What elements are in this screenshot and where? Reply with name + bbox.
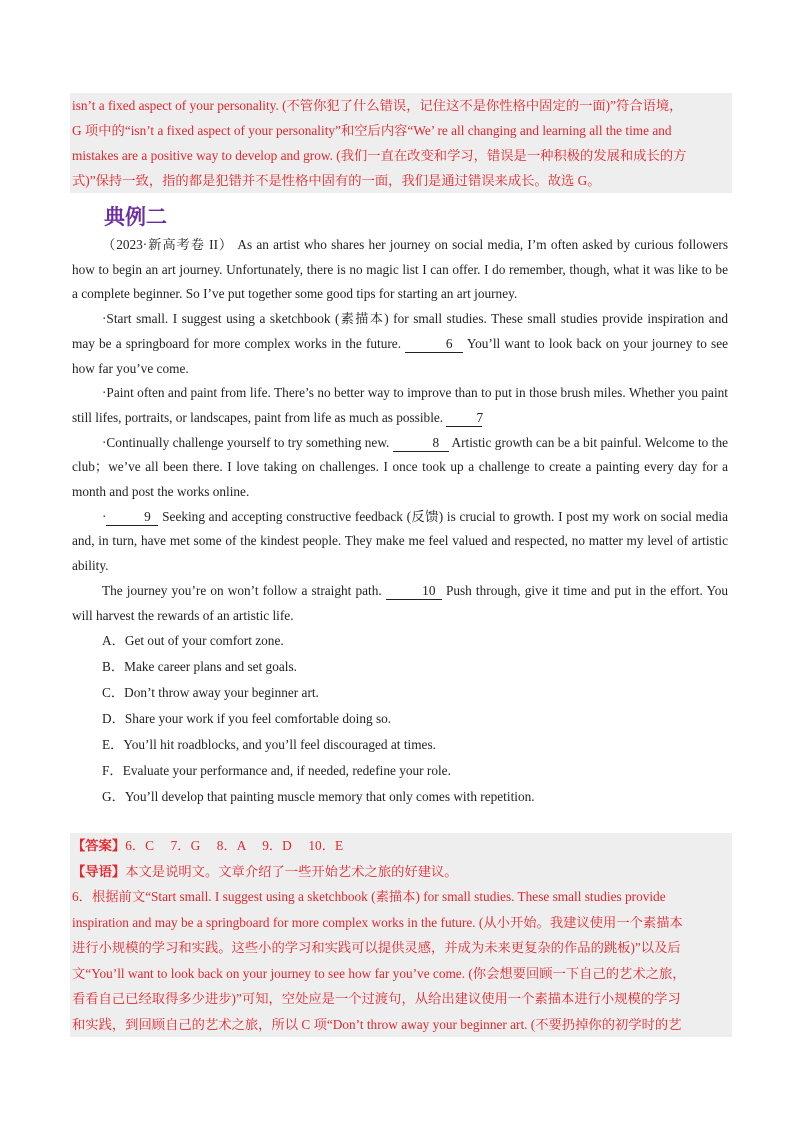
answer-label: 【答案】 (72, 838, 126, 853)
q6-line: inspiration and may be a springboard for more complex works in the future. (从小开始。我建议使用一个素描本 (72, 914, 683, 930)
explanation-line: isn’t a fixed aspect of your personality. (不管你犯了什么错误，记住这不是你性格中固定的一面)”符合语境， (72, 98, 683, 113)
option-f: F．Evaluate your performance and, if needed, redefine your role. (102, 763, 451, 779)
option-c: C．Don’t throw away your beginner art. (102, 685, 319, 701)
guide-label: 【导语】 (72, 863, 126, 879)
passage-intro: （2023·新高考卷 II） As an artist who shares her journey on social media, I’m often asked by curious followers how to begin an art journey. Unfortunately, there is no magic list I can offer. I do remember, though, what it was like to be a complete beginner. So I’ve put together some good tips for starting an art journey. (72, 237, 728, 302)
option-a: A．Get out of your comfort zone. (102, 633, 284, 649)
reading-passage (72, 233, 728, 810)
passage-paragraph: ·Continually challenge yourself to try something new. 8 Artistic growth can be a bit painful. Welcome to the club；we’ve all been there. I love taking on challenges. I once took up a challenge to create a painting every day for a month and post the works online. (72, 434, 728, 500)
blank-7[interactable]: 7 (446, 410, 482, 427)
q6-line: 和实践，到回顾自己的艺术之旅，所以 C 项“Don’t throw away your beginner art. (不要扔掉你的初学时的艺 (72, 1016, 682, 1032)
option-list (72, 628, 728, 810)
blank-10[interactable]: 10 (386, 583, 442, 600)
blank-6[interactable]: 6 (405, 336, 463, 353)
section-title: 典例二 (104, 205, 167, 229)
explanation-line: 式)”保持一致，指的都是犯错并不是性格中固有的一面，我们是通过错误来成长。故选 G。 (72, 173, 601, 188)
passage-paragraph: The journey you’re on won’t follow a straight path. 10 Push through, give it time and put in the effort. You will harvest the rewards of an artistic life. (72, 582, 729, 623)
passage-paragraph: · 9 Seeking and accepting constructive feedback (反馈) is crucial to growth. I post my work on social media and, in turn, have met some of the kindest people. They make me feel valued and respected, no matter my level of artistic ability. (72, 508, 728, 574)
previous-explanation (70, 93, 732, 193)
answer-line (72, 833, 730, 859)
guide-line (72, 859, 730, 885)
option-b: B．Make career plans and set goals. (102, 659, 297, 675)
passage-paragraph: ·Start small. I suggest using a sketchbook (素描本) for small studies. These small studies provide inspiration and may be a springboard for more complex works in the future. 6 You’ll want to look back on your journey to see how far you’ve come. (72, 311, 728, 376)
guide-text: 本文是说明文。文章介绍了一些开始艺术之旅的好建议。 (125, 863, 458, 879)
blank-9[interactable]: 9 (106, 509, 158, 526)
explanation-line: mistakes are a positive way to develop and grow. (我们一直在改变和学习，错误是一种积极的发展和成长的方 (72, 148, 687, 163)
passage-source: （2023·新高考卷 II） (102, 237, 234, 252)
explanation-line: G 项中的“isn’t a fixed aspect of your personality”和空后内容“We’ re all changing and learning all the time and (72, 123, 672, 138)
q6-line: 文“You’ll want to look back on your journey to see how far you’ve come. (你会想要回顾一下自己的艺术之旅， (72, 965, 686, 981)
option-e: E．You’ll hit roadblocks, and you’ll feel discouraged at times. (102, 737, 436, 753)
answer-analysis (70, 833, 732, 1037)
q6-line: 进行小规模的学习和实践。这些小的学习和实践可以提供灵感，并成为未来更复杂的作品的跳板)”以及后 (72, 940, 681, 955)
option-g: G．You’ll develop that painting muscle memory that only comes with repetition. (102, 789, 535, 805)
option-d: D．Share your work if you feel comfortable doing so. (102, 711, 392, 727)
passage-paragraph: ·Paint often and paint from life. There’s no better way to improve than to put in those brush miles. Whether you paint still lifes, portraits, or landscapes, paint from life as much as possible. 7 (72, 385, 728, 425)
q6-line: 看看自己已经取得多少进步)”可知，空处应是一个过渡句，从给出建议使用一个素描本进行小规模的学习 (72, 991, 681, 1006)
answer-text: 6．C 7．G 8．A 9．D 10．E (125, 838, 344, 853)
blank-8[interactable]: 8 (393, 435, 449, 452)
q6-line: 6．根据前文“Start small. I suggest using a sketchbook (素描本) for small studies. These small studies provide (72, 889, 666, 904)
